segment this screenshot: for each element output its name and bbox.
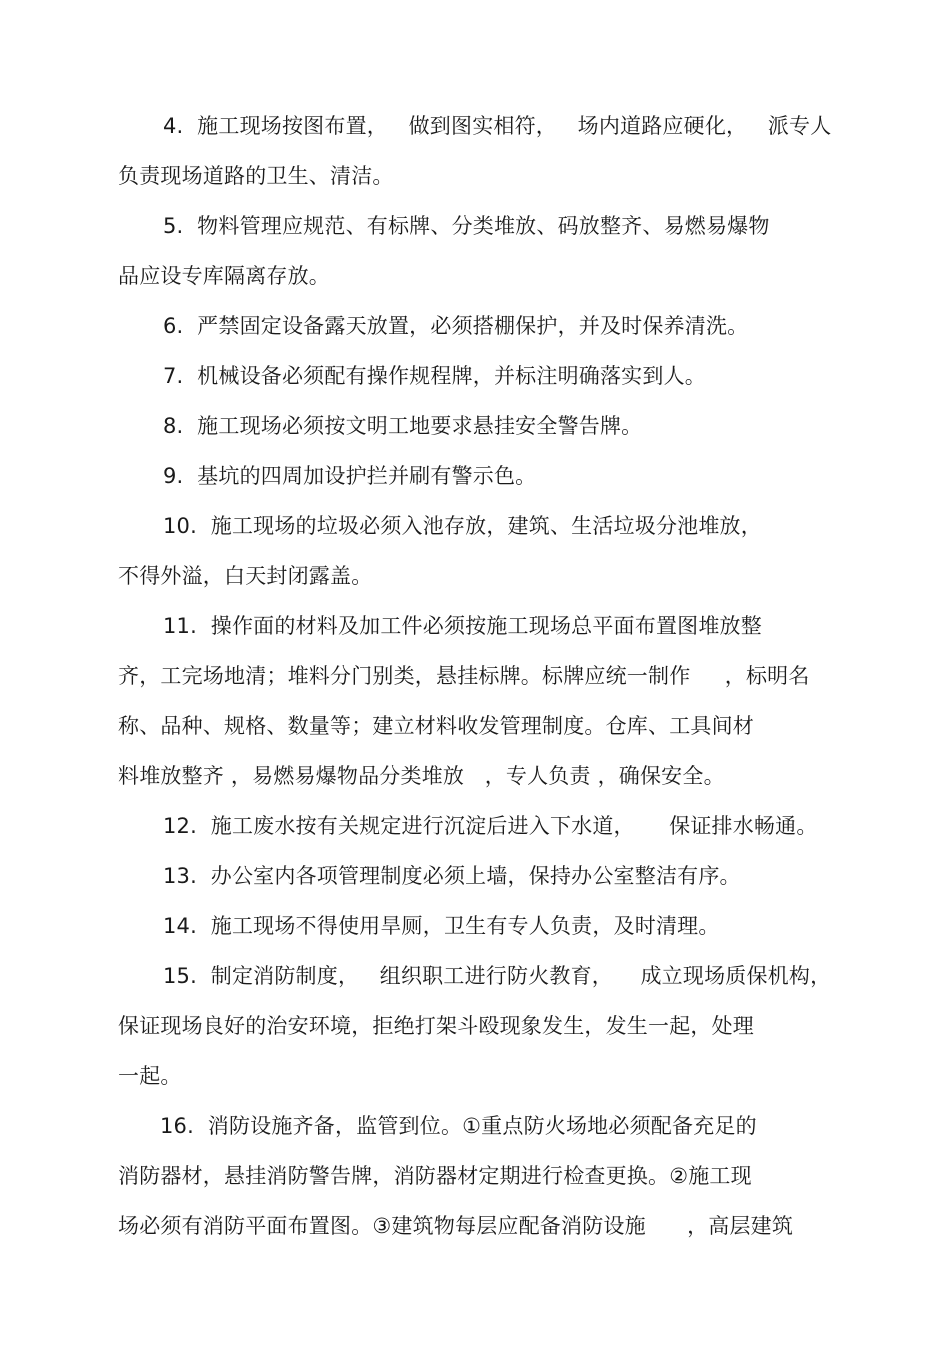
text-line: 12. 施工废水按有关规定进行沉淀后进入下水道， 保证排水畅通。 (163, 814, 818, 838)
text-line: 5. 物料管理应规范、有标牌、分类堆放、码放整齐、易燃易爆物 (163, 214, 770, 238)
text-line: 称、品种、规格、数量等；建立材料收发管理制度。仓库、工具间材 (118, 714, 754, 738)
text-line: 品应设专库隔离存放。 (118, 264, 330, 288)
text-line: 10. 施工现场的垃圾必须入池存放，建筑、生活垃圾分池堆放， (163, 514, 762, 538)
text-line: 不得外溢，白天封闭露盖。 (118, 564, 373, 588)
text-line: 7. 机械设备必须配有操作规程牌，并标注明确落实到人。 (163, 364, 706, 388)
text-line: 料堆放整齐 ，易燃易爆物品分类堆放 ，专人负责 ，确保安全。 (118, 764, 725, 788)
text-line: 11. 操作面的材料及加工件必须按施工现场总平面布置图堆放整 (163, 614, 762, 638)
text-line: 4. 施工现场按图布置， 做到图实相符， 场内道路应硬化， 派专人 (163, 114, 832, 138)
text-line: 消防器材，悬挂消防警告牌，消防器材定期进行检查更换。②施工现 (118, 1164, 752, 1188)
text-line: 一起。 (118, 1064, 182, 1088)
text-line: 保证现场良好的治安环境，拒绝打架斗殴现象发生，发生一起，处理 (118, 1014, 754, 1038)
text-line: 16. 消防设施齐备，监管到位。①重点防火场地必须配备充足的 (160, 1114, 757, 1138)
text-line: 15. 制定消防制度， 组织职工进行防火教育， 成立现场质保机构， (163, 964, 832, 988)
text-line: 8. 施工现场必须按文明工地要求悬挂安全警告牌。 (163, 414, 643, 438)
text-line: 9. 基坑的四周加设护拦并刷有警示色。 (163, 464, 537, 488)
text-line: 齐，工完场地清；堆料分门别类，悬挂标牌。标牌应统一制作 ，标明名 (118, 664, 810, 688)
text-line: 13. 办公室内各项管理制度必须上墙，保持办公室整洁有序。 (163, 864, 741, 888)
text-line: 14. 施工现场不得使用旱厕，卫生有专人负责，及时清理。 (163, 914, 720, 938)
text-line: 场必须有消防平面布置图。③建筑物每层应配备消防设施 ，高层建筑 (118, 1214, 794, 1238)
text-line: 负责现场道路的卫生、清洁。 (118, 164, 394, 188)
text-line: 6. 严禁固定设备露天放置，必须搭棚保护，并及时保养清洗。 (163, 314, 749, 338)
